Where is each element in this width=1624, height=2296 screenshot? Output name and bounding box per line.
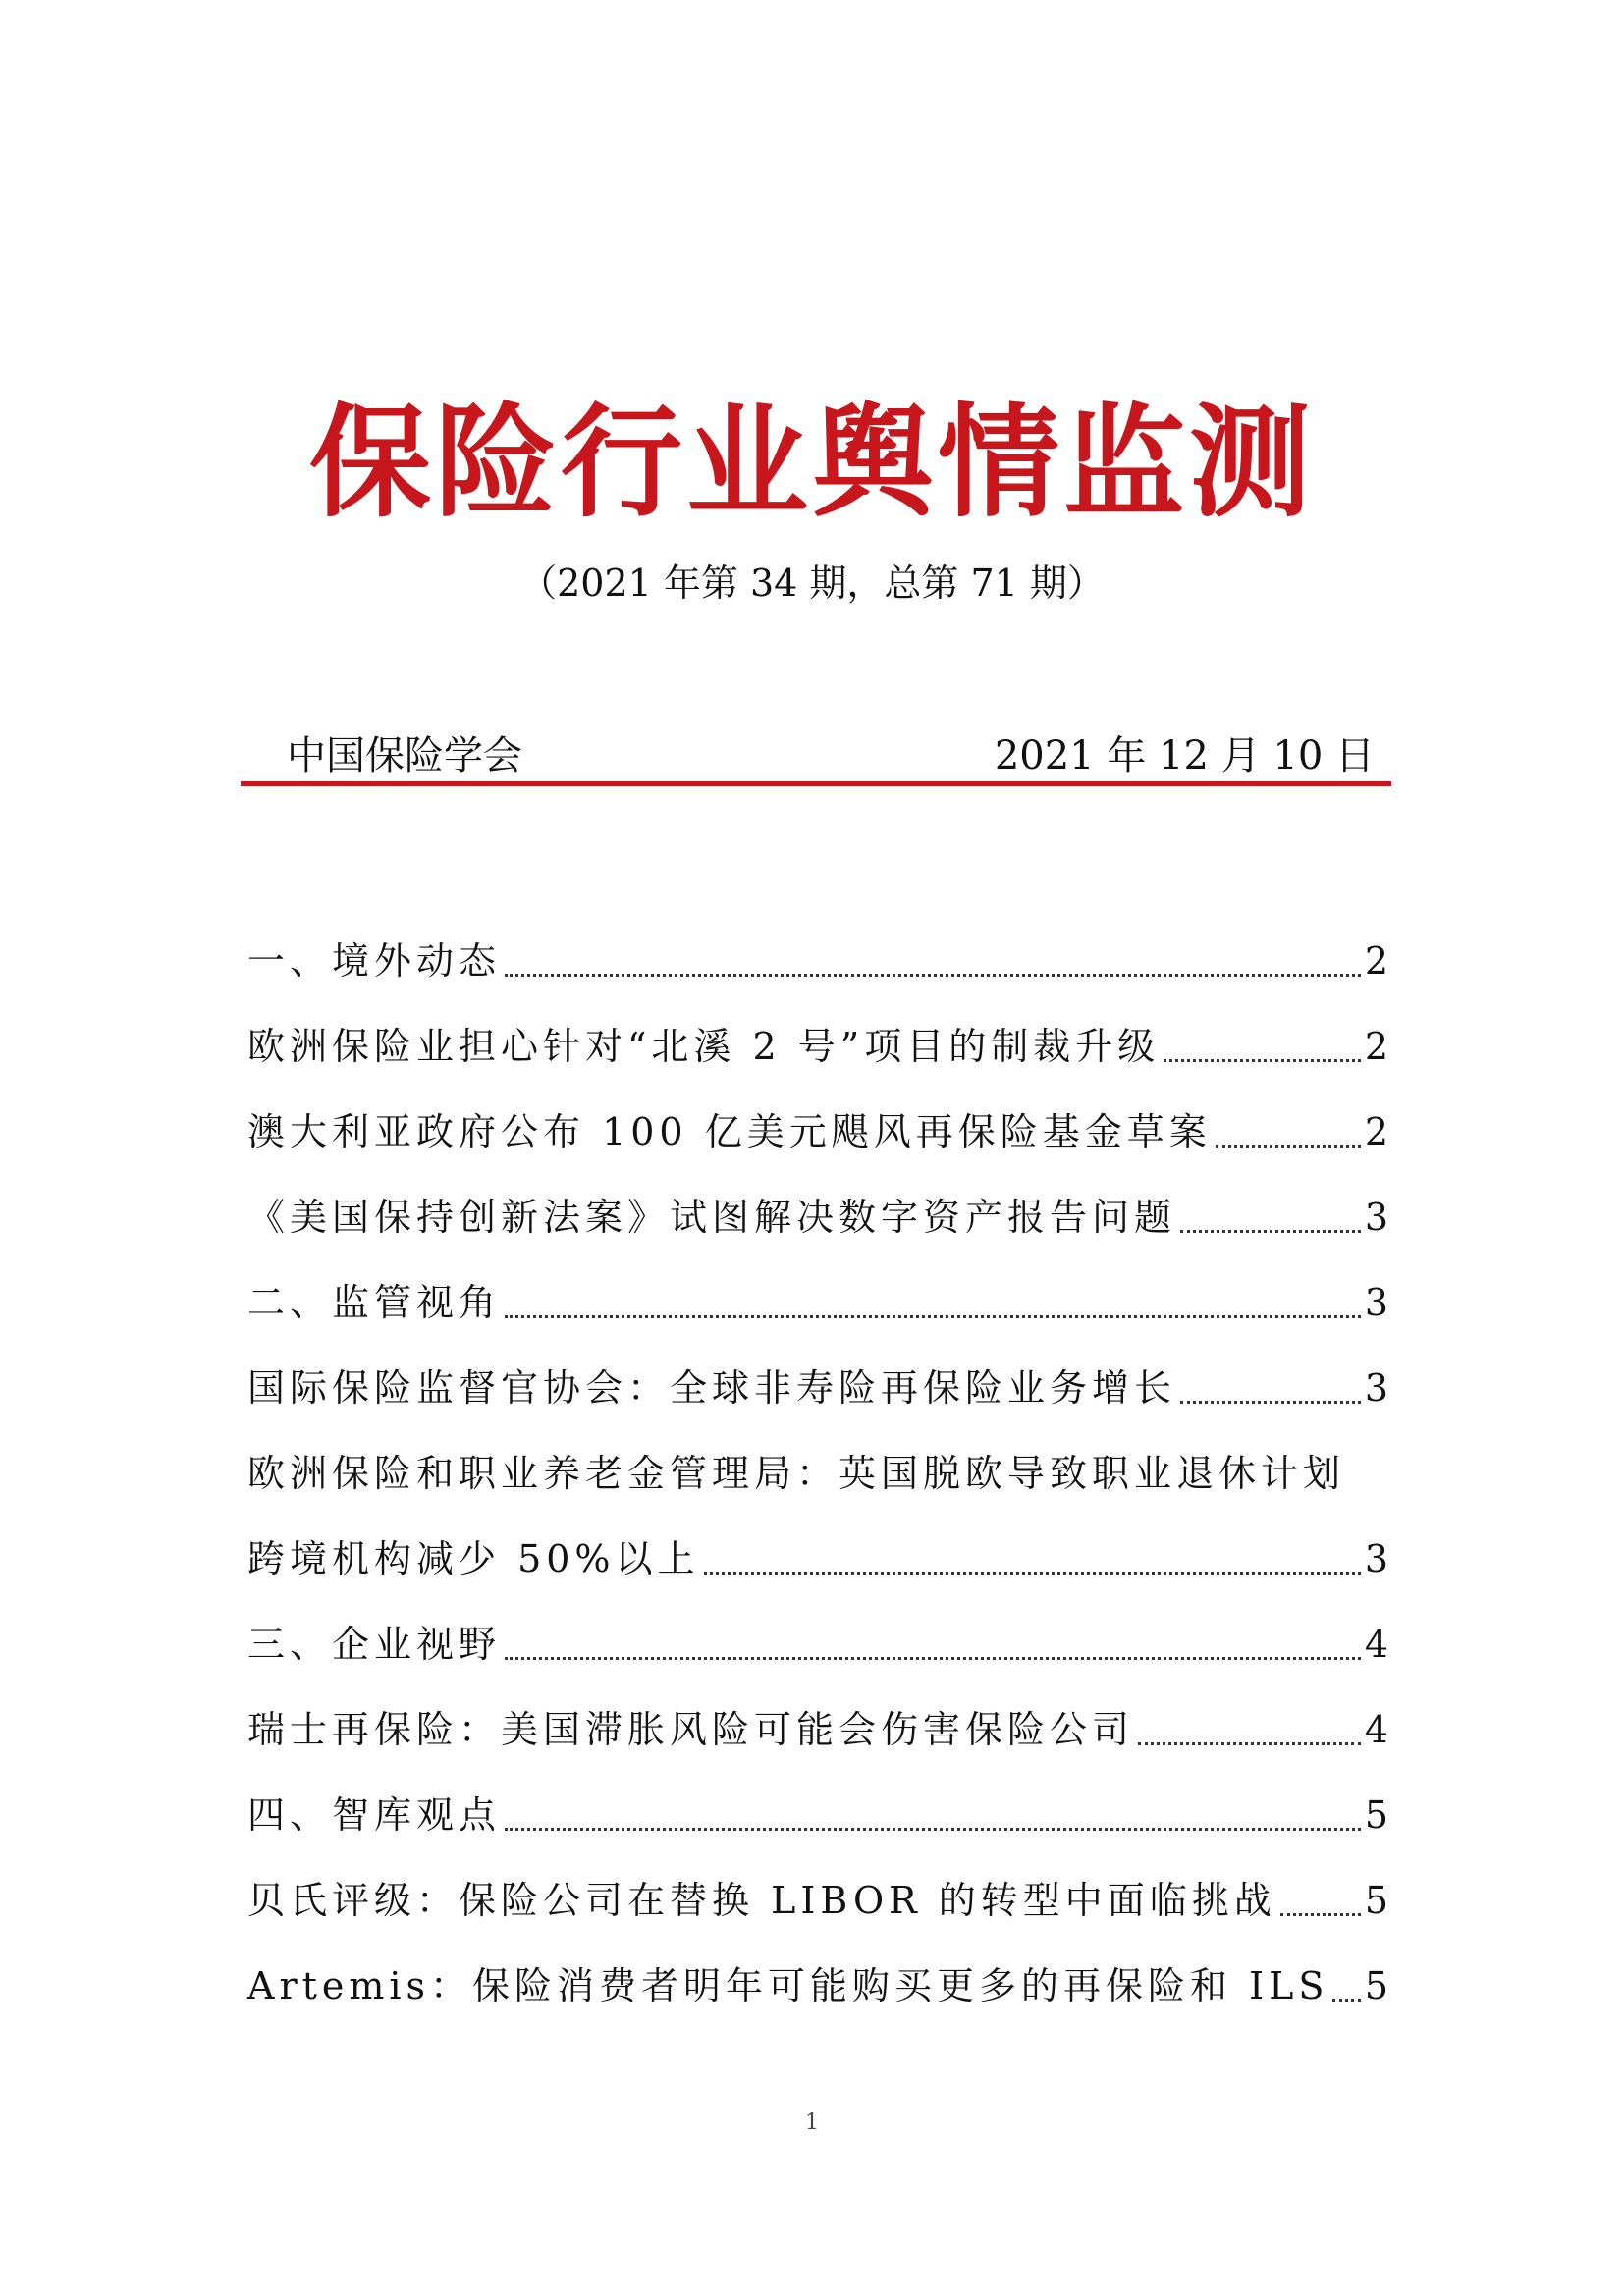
toc-leader [505,1656,1361,1660]
toc-leader [1216,1144,1361,1148]
toc-entry[interactable] [247,1157,1388,1243]
toc-entry[interactable] [247,1414,1388,1499]
toc-entry-text: 《美国保持创新法案》试图解决数字资产报告问题 [247,1196,1177,1239]
toc-entry-page: 4 [1364,1623,1388,1666]
header-divider [241,781,1391,786]
toc-entry-text: 欧洲保险和职业养老金管理局：英国脱欧导致职业退休计划 [247,1452,1346,1495]
toc-leader [1280,1912,1361,1916]
toc-entry-text: 三、企业视野 [247,1623,502,1666]
toc-entry[interactable] [247,1926,1388,2011]
toc-entry-text: 瑞士再保险：美国滞胀风险可能会伤害保险公司 [247,1708,1135,1751]
toc-leader [505,1827,1361,1831]
toc-leader [505,1314,1361,1318]
document-title: 保险行业舆情监测 [308,392,1315,534]
toc-entry-text: 澳大利亚政府公布 100 亿美元飓风再保险基金草案 [247,1110,1212,1153]
publication-date: 2021 年 12 月 10 日 [994,733,1375,778]
toc-entry-text: 欧洲保险业担心针对“北溪 2 号”项目的制裁升级 [247,1025,1161,1068]
toc-entry-page: 3 [1364,1196,1388,1239]
toc-entry-text: 一、境外动态 [247,939,502,983]
toc-entry-page: 2 [1364,1110,1388,1153]
toc-entry-page: 5 [1364,1879,1388,1922]
toc-leader [1138,1741,1361,1745]
toc-entry[interactable] [247,1499,1388,1584]
table-of-contents [247,901,1388,2011]
toc-entry[interactable] [247,1328,1388,1414]
toc-entry-text: 跨境机构减少 50%以上 [247,1537,700,1580]
toc-entry-page: 5 [1364,1793,1388,1837]
toc-entry[interactable] [247,1584,1388,1670]
page-number: 1 [805,2110,819,2135]
issue-line: （2021 年第 34 期，总第 71 期） [519,561,1105,605]
toc-entry-page: 2 [1364,939,1388,983]
toc-entry-text: 二、监管视角 [247,1281,502,1324]
toc-entry-text: 国际保险监督官协会：全球非寿险再保险业务增长 [247,1366,1177,1410]
toc-entry-page: 5 [1364,1964,1388,2007]
organization-name: 中国保险学会 [287,733,522,778]
toc-entry[interactable] [247,987,1388,1072]
toc-entry[interactable] [247,1072,1388,1157]
toc-leader [1180,1400,1361,1404]
toc-entry-text: 四、智库观点 [247,1793,502,1837]
toc-leader [1180,1229,1361,1233]
toc-leader [1164,1058,1361,1062]
toc-entry-page: 2 [1364,1025,1388,1068]
toc-entry-page: 4 [1364,1708,1388,1751]
toc-leader [1332,1998,1360,2002]
toc-entry-page: 3 [1364,1281,1388,1324]
toc-entry[interactable] [247,1755,1388,1841]
toc-entry-text: Artemis：保险消费者明年可能购买更多的再保险和 ILS [247,1964,1329,2007]
toc-entry-text: 贝氏评级：保险公司在替换 LIBOR 的转型中面临挑战 [247,1879,1276,1922]
toc-entry[interactable] [247,1243,1388,1328]
toc-entry-page: 3 [1364,1366,1388,1410]
toc-leader [704,1571,1361,1575]
toc-entry-page: 3 [1364,1537,1388,1580]
toc-entry[interactable] [247,1670,1388,1755]
toc-entry[interactable] [247,1841,1388,1926]
toc-entry[interactable] [247,901,1388,987]
toc-leader [505,973,1361,977]
